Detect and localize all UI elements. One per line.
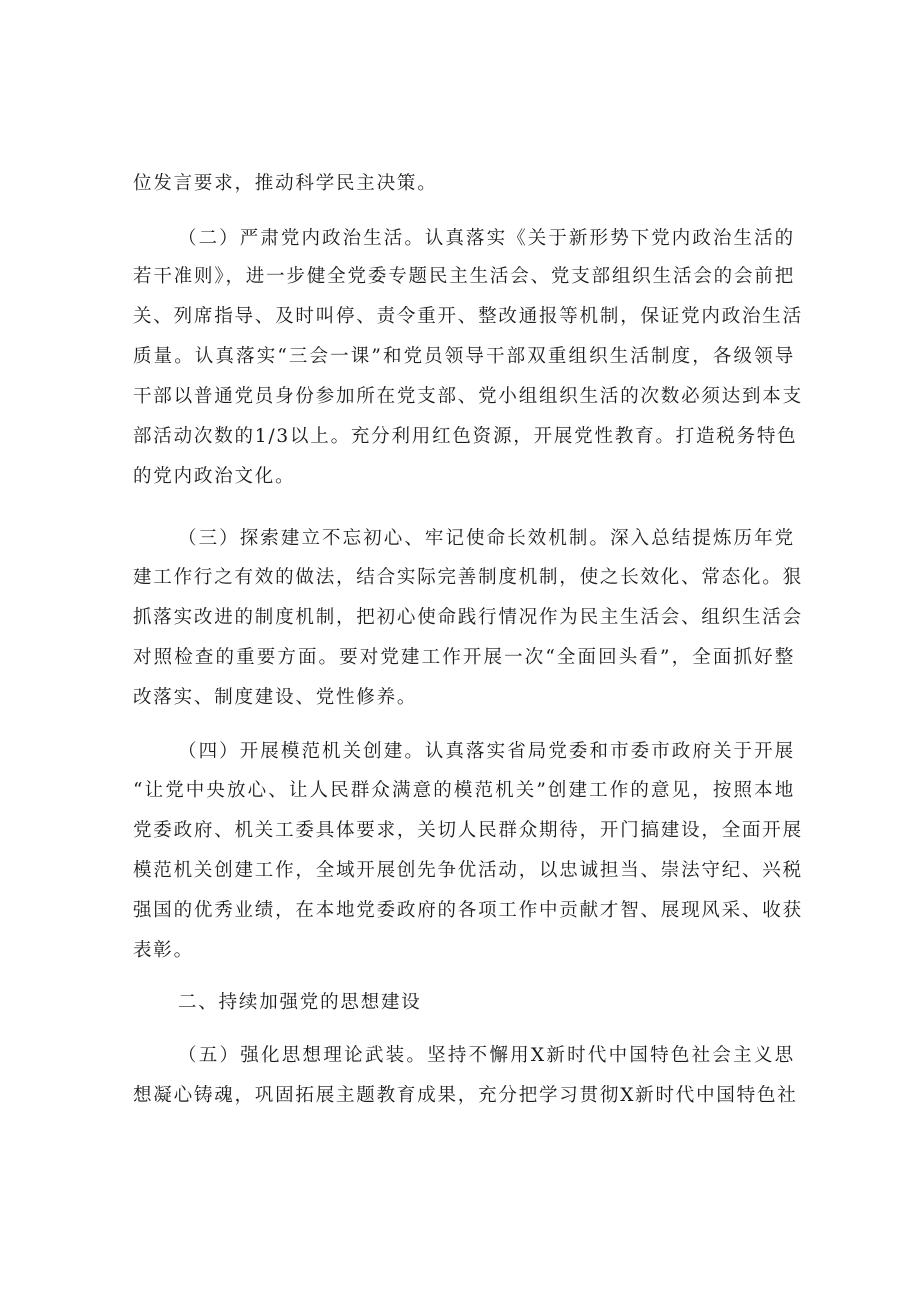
paragraph-heading-line: （二）严肃党内政治生活。认真落实《关于新形势下党内政治生活的 [178,228,795,249]
text-line: 关、列席指导、及时叫停、责令重开、整改通报等机制，保证党内政治生活 [133,306,803,327]
paragraph-heading-line: （五）强化思想理论武装。坚持不懈用X新时代中国特色社会主义思 [178,1045,795,1066]
paragraph-heading-line: （四）开展模范机关创建。认真落实省局党委和市委市政府关于开展 [178,741,795,762]
text-line: 强国的优秀业绩，在本地党委政府的各项工作中贡献才智、展现风采、收获 [133,900,803,921]
text-line: 表彰。 [133,940,194,961]
section-heading: 二、持续加强党的思想建设 [178,992,422,1013]
text-line: 对照检查的重要方面。要对党建工作开展一次“全面回头看”，全面抓好整 [133,647,795,668]
text-line: 抓落实改进的制度机制，把初心使命践行情况作为民主生活会、组织生活会 [133,607,803,628]
text-line: 部活动次数的1/3以上。充分利用红色资源，开展党性教育。打造税务特色 [133,426,798,447]
paragraph-heading-line: （三）探索建立不忘初心、牢记使命长效机制。深入总结提炼历年党 [178,528,795,549]
text-line: 质量。认真落实“三会一课”和党员领导干部双重组织生活制度，各级领导 [133,346,795,367]
text-line: 的党内政治文化。 [133,466,296,487]
text-line: 位发言要求，推动科学民主决策。 [133,173,438,194]
text-line: 党委政府、机关工委具体要求，关切人民群众期待，开门搞建设，全面开展 [133,820,803,841]
text-line: 若干准则》，进一步健全党委专题民主生活会、党支部组织生活会的会前把 [133,266,795,287]
text-line: 模范机关创建工作，全域开展创先争优活动，以忠诚担当、崇法守纪、兴税 [133,860,803,881]
text-line: 建工作行之有效的做法，结合实际完善制度机制，使之长效化、常态化。狠 [133,567,803,588]
text-line: “让党中央放心、让人民群众满意的模范机关”创建工作的意见，按照本地 [133,780,795,801]
text-line: 改落实、制度建设、党性修养。 [133,687,418,708]
text-line: 想凝心铸魂，巩固拓展主题教育成果，充分把学习贯彻X新时代中国特色社 [133,1085,798,1106]
text-line: 干部以普通党员身份参加所在党支部、党小组组织生活的次数必须达到本支 [133,386,803,407]
